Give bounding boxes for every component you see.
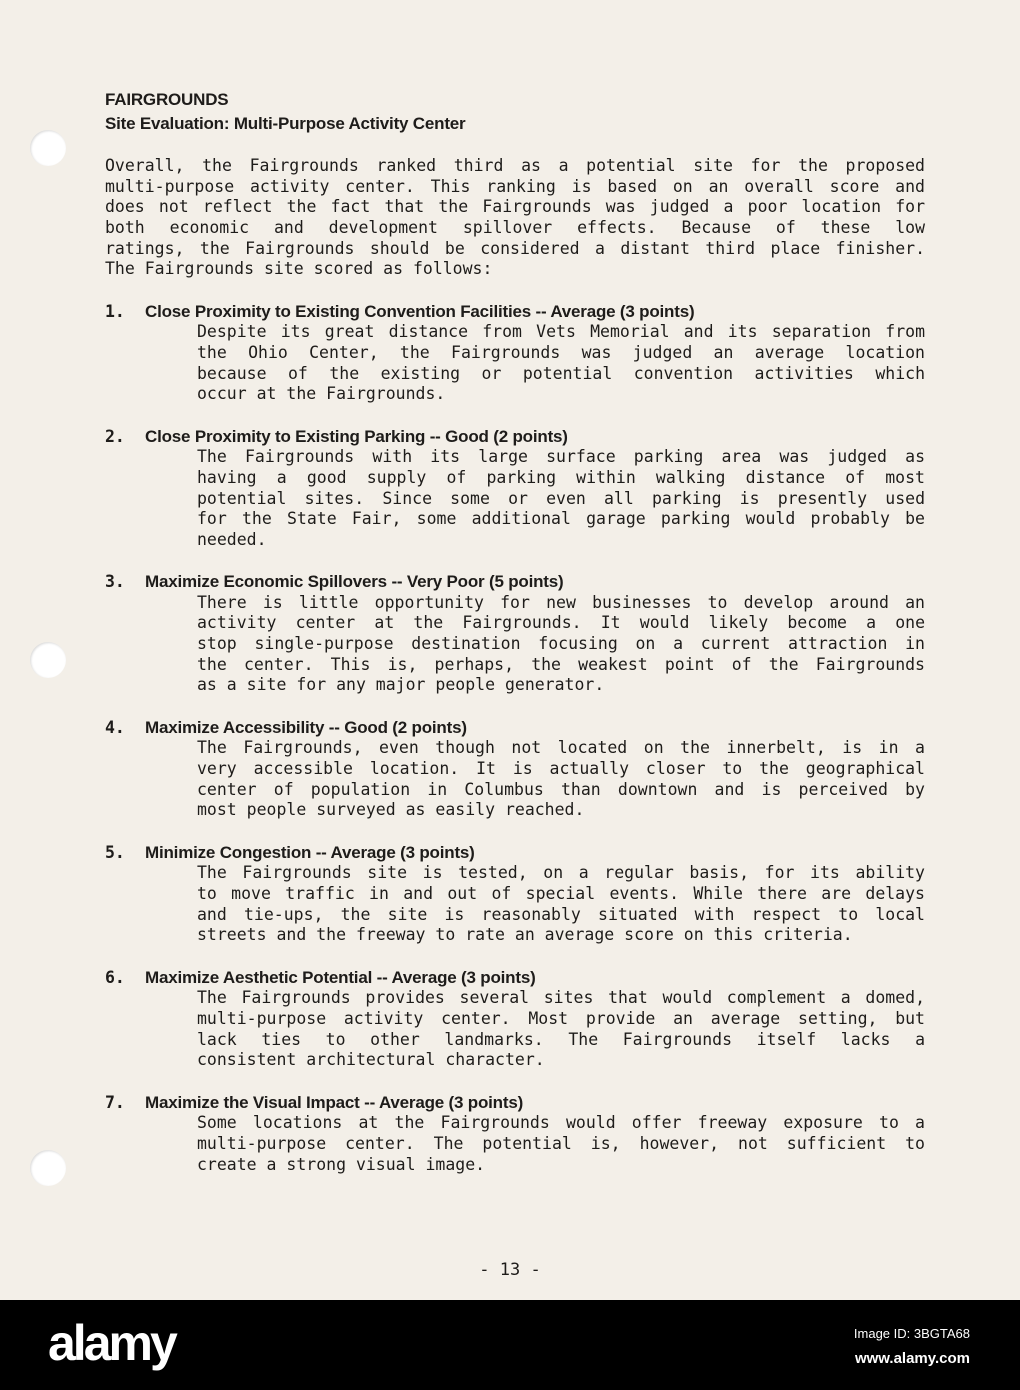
criteria-number: 6.	[105, 967, 125, 987]
punch-hole	[30, 642, 66, 678]
intro-paragraph	[105, 156, 925, 280]
criteria-body	[197, 593, 925, 696]
criteria-title: Maximize the Visual Impact -- Average (3 points)	[145, 1092, 524, 1112]
text-line: the center. This is, perhaps, the weakest point of the Fairgrounds	[197, 654, 925, 674]
criteria-body	[197, 322, 925, 404]
text-line: potential sites. Since some or even all parking is presently used	[197, 488, 925, 508]
text-line: because of the existing or potential convention activities which	[197, 363, 925, 383]
text-line: The Fairgrounds site is tested, on a regular basis, for its ability	[197, 863, 925, 883]
text-line: ratings, the Fairgrounds should be considered a distant third place finisher.	[105, 238, 925, 258]
criteria-heading	[105, 718, 925, 739]
text-line: The Fairgrounds, even though not located on the innerbelt, is in a	[197, 738, 925, 758]
criteria-number: 4.	[105, 717, 125, 737]
document-content	[105, 90, 925, 1175]
text-line: create a strong visual image.	[197, 1154, 486, 1174]
criteria-item	[105, 718, 925, 821]
criteria-heading	[105, 302, 925, 323]
criteria-title: Maximize Economic Spillovers -- Very Poor (5 points)	[145, 572, 564, 592]
punch-hole	[30, 1150, 66, 1186]
image-id: Image ID: 3BGTA68	[853, 1326, 970, 1341]
text-line: as a site for any major people generator.	[197, 675, 605, 695]
criteria-item	[105, 427, 925, 551]
criteria-body	[197, 988, 925, 1070]
criteria-heading	[105, 1093, 925, 1114]
criteria-item	[105, 843, 925, 946]
text-line: center of population in Columbus than downtown and is perceived by	[197, 779, 925, 799]
criteria-heading	[105, 968, 925, 989]
text-line: the Ohio Center, the Fairgrounds was judged an average location	[197, 342, 925, 362]
text-line: lack ties to other landmarks. The Fairgrounds itself lacks a	[197, 1029, 925, 1049]
criteria-item	[105, 1093, 925, 1175]
text-line: occur at the Fairgrounds.	[197, 384, 446, 404]
criteria-number: 3.	[105, 572, 125, 592]
text-line: needed.	[197, 529, 267, 549]
text-line: and tie-ups, the site is reasonably situated with respect to local	[197, 904, 925, 924]
text-line: very accessible location. It is actually closer to the geographical	[197, 759, 925, 779]
criteria-number: 1.	[105, 301, 125, 321]
text-line: having a good supply of parking within walking distance of most	[197, 467, 925, 487]
criteria-body	[197, 1113, 925, 1175]
text-line: both economic and development spillover effects. Because of these low	[105, 217, 925, 237]
text-line: streets and the freeway to rate an average score on this criteria.	[197, 925, 853, 945]
criteria-title: Close Proximity to Existing Parking -- Good (2 points)	[145, 426, 568, 446]
text-line: The Fairgrounds with its large surface parking area was judged as	[197, 447, 925, 467]
criteria-title: Close Proximity to Existing Convention Facilities -- Average (3 points)	[145, 301, 695, 321]
text-line: to move traffic in and out of special events. While there are delays	[197, 884, 925, 903]
text-line: stop single-purpose destination focusing on a current attraction in	[197, 634, 925, 654]
criteria-body	[197, 738, 925, 820]
criteria-list	[105, 302, 925, 1175]
criteria-title: Maximize Aesthetic Potential -- Average (3 points)	[145, 967, 536, 987]
text-line: multi-purpose activity center. This ranking is based on an overall score and	[105, 176, 925, 196]
text-line: There is little opportunity for new businesses to develop around an	[197, 592, 925, 612]
text-line: The Fairgrounds provides several sites that would complement a domed,	[197, 988, 925, 1008]
criteria-title: Minimize Congestion -- Average (3 points)	[145, 842, 475, 862]
text-line: most people surveyed as easily reached.	[197, 800, 585, 820]
criteria-heading	[105, 843, 925, 864]
criteria-item	[105, 302, 925, 405]
document-subtitle: Site Evaluation: Multi-Purpose Activity Center	[105, 113, 466, 133]
criteria-number: 2.	[105, 426, 125, 446]
document-title: FAIRGROUNDS	[105, 90, 229, 109]
text-line: consistent architectural character.	[197, 1050, 545, 1070]
criteria-item	[105, 572, 925, 696]
alamy-logo: alamy	[48, 1315, 175, 1371]
text-line: multi-purpose center. The potential is, however, not sufficient to	[197, 1133, 925, 1153]
text-line: does not reflect the fact that the Fairgrounds was judged a poor location for	[105, 197, 925, 217]
criteria-number: 7.	[105, 1092, 125, 1112]
text-line: for the State Fair, some additional garage parking would probably be	[197, 509, 925, 529]
criteria-number: 5.	[105, 842, 125, 862]
criteria-title: Maximize Accessibility -- Good (2 points)	[145, 717, 467, 737]
punch-hole	[30, 130, 66, 166]
watermark-bar	[0, 1300, 1020, 1390]
criteria-body	[197, 447, 925, 550]
criteria-heading	[105, 572, 925, 593]
text-line: The Fairgrounds site scored as follows:	[105, 259, 493, 279]
text-line: Overall, the Fairgrounds ranked third as a potential site for the proposed	[105, 156, 925, 176]
page-number: - 13 -	[479, 1260, 541, 1280]
text-line: multi-purpose activity center. Most provide an average setting, but	[197, 1008, 925, 1028]
text-line: activity center at the Fairgrounds. It would likely become a one	[197, 613, 925, 633]
criteria-item	[105, 968, 925, 1071]
watermark-url: www.alamy.com	[854, 1350, 970, 1367]
text-line: Despite its great distance from Vets Memorial and its separation from	[197, 322, 925, 342]
criteria-body	[197, 863, 925, 945]
criteria-heading	[105, 427, 925, 448]
text-line: Some locations at the Fairgrounds would offer freeway exposure to a	[197, 1113, 925, 1133]
